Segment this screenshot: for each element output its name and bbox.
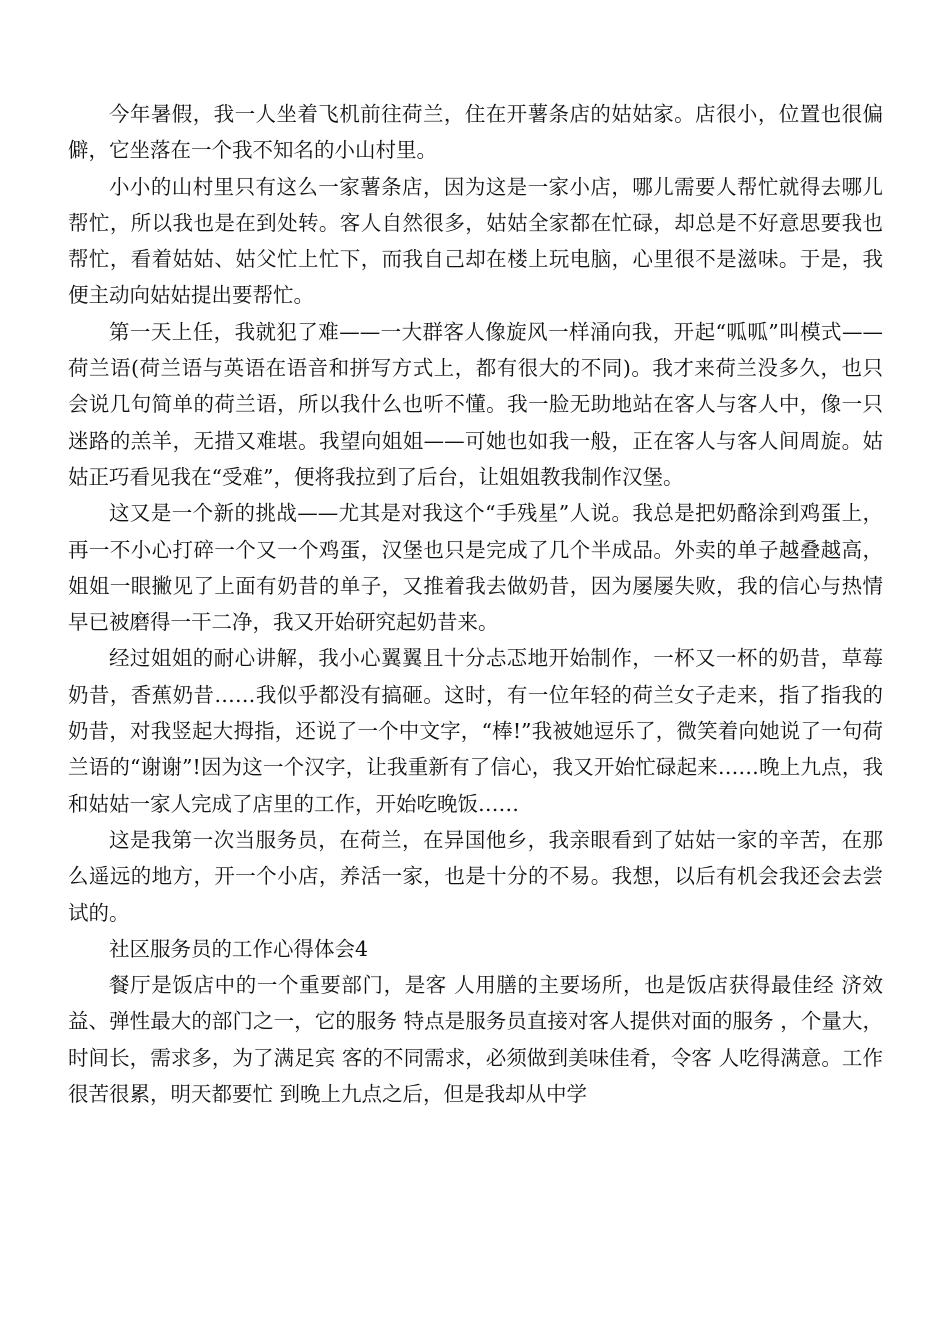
document-page — [68, 96, 883, 1112]
paragraph-5: 经过姐姐的耐心讲解，我小心翼翼且十分忐忑地开始制作，一杯又一杯的奶昔，草莓奶昔，香蕉奶昔……我似乎都没有搞砸。这时，有一位年轻的荷兰女子走来，指了指我的奶昔，对我竖起大拇指，还说了一个中文字，“棒!”我被她逗乐了，微笑着向她说了一句荷兰语的“谢谢”!因为这一个汉字，让我重新有了信心，我又开始忙碌起来……晚上九点，我和姑姑一家人完成了店里的工作，开始吃晚饭…… — [68, 646, 883, 816]
paragraph-2: 小小的山村里只有这么一家薯条店，因为这是一家小店，哪儿需要人帮忙就得去哪儿帮忙，所以我也是在到处转。客人自然很多，姑姑全家都在忙碌，却总是不好意思要我也帮忙，看着姑姑、姑父忙上忙下，而我自己却在楼上玩电脑，心里很不是滋味。于是，我便主动向姑姑提出要帮忙。 — [68, 174, 883, 308]
paragraph-3: 第一天上任，我就犯了难——一大群客人像旋风一样涌向我，开起“呱呱”叫模式——荷兰语(荷兰语与英语在语音和拼写方式上，都有很大的不同)。我才来荷兰没多久，也只会说几句简单的荷兰语，所以我什么也听不懂。我一脸无助地站在客人与客人中，像一只迷路的羔羊，无措又难堪。我望向姐姐——可她也如我一般，正在客人与客人间周旋。姑姑正巧看见我在“受难”，便将我拉到了后台，让姐姐教我制作汉堡。 — [68, 319, 883, 489]
section-paragraph-1: 餐厅是饭店中的一个重要部门，是客 人用膳的主要场所，也是饭店获得最佳经 济效益、弹性最大的部门之一，它的服务 特点是服务员直接对客人提供对面的服务 ，个量大，时间长，需求多，为了满足宾 客的不同需求，必须做到美味佳肴，令客 人吃得满意。工作很苦很累，明天都要忙 到晚上九点之后，但是我却从中学 — [68, 973, 883, 1107]
paragraph-4: 这又是一个新的挑战——尤其是对我这个“手残星”人说。我总是把奶酪涂到鸡蛋上，再一不小心打碎一个又一个鸡蛋，汉堡也只是完成了几个半成品。外卖的单子越叠越高，姐姐一眼撇见了上面有奶昔的单子，又推着我去做奶昔，因为屡屡失败，我的信心与热情早已被磨得一干二净，我又开始研究起奶昔来。 — [68, 501, 883, 635]
section-title: 社区服务员的工作心得体会4 — [109, 936, 369, 961]
paragraph-1: 今年暑假，我一人坐着飞机前往荷兰，住在开薯条店的姑姑家。店很小，位置也很偏僻，它坐落在一个我不知名的小山村里。 — [68, 102, 883, 163]
paragraph-6: 这是我第一次当服务员，在荷兰，在异国他乡，我亲眼看到了姑姑一家的辛苦，在那么遥远的地方，开一个小店，养活一家，也是十分的不易。我想，以后有机会我还会去尝试的。 — [68, 827, 883, 925]
